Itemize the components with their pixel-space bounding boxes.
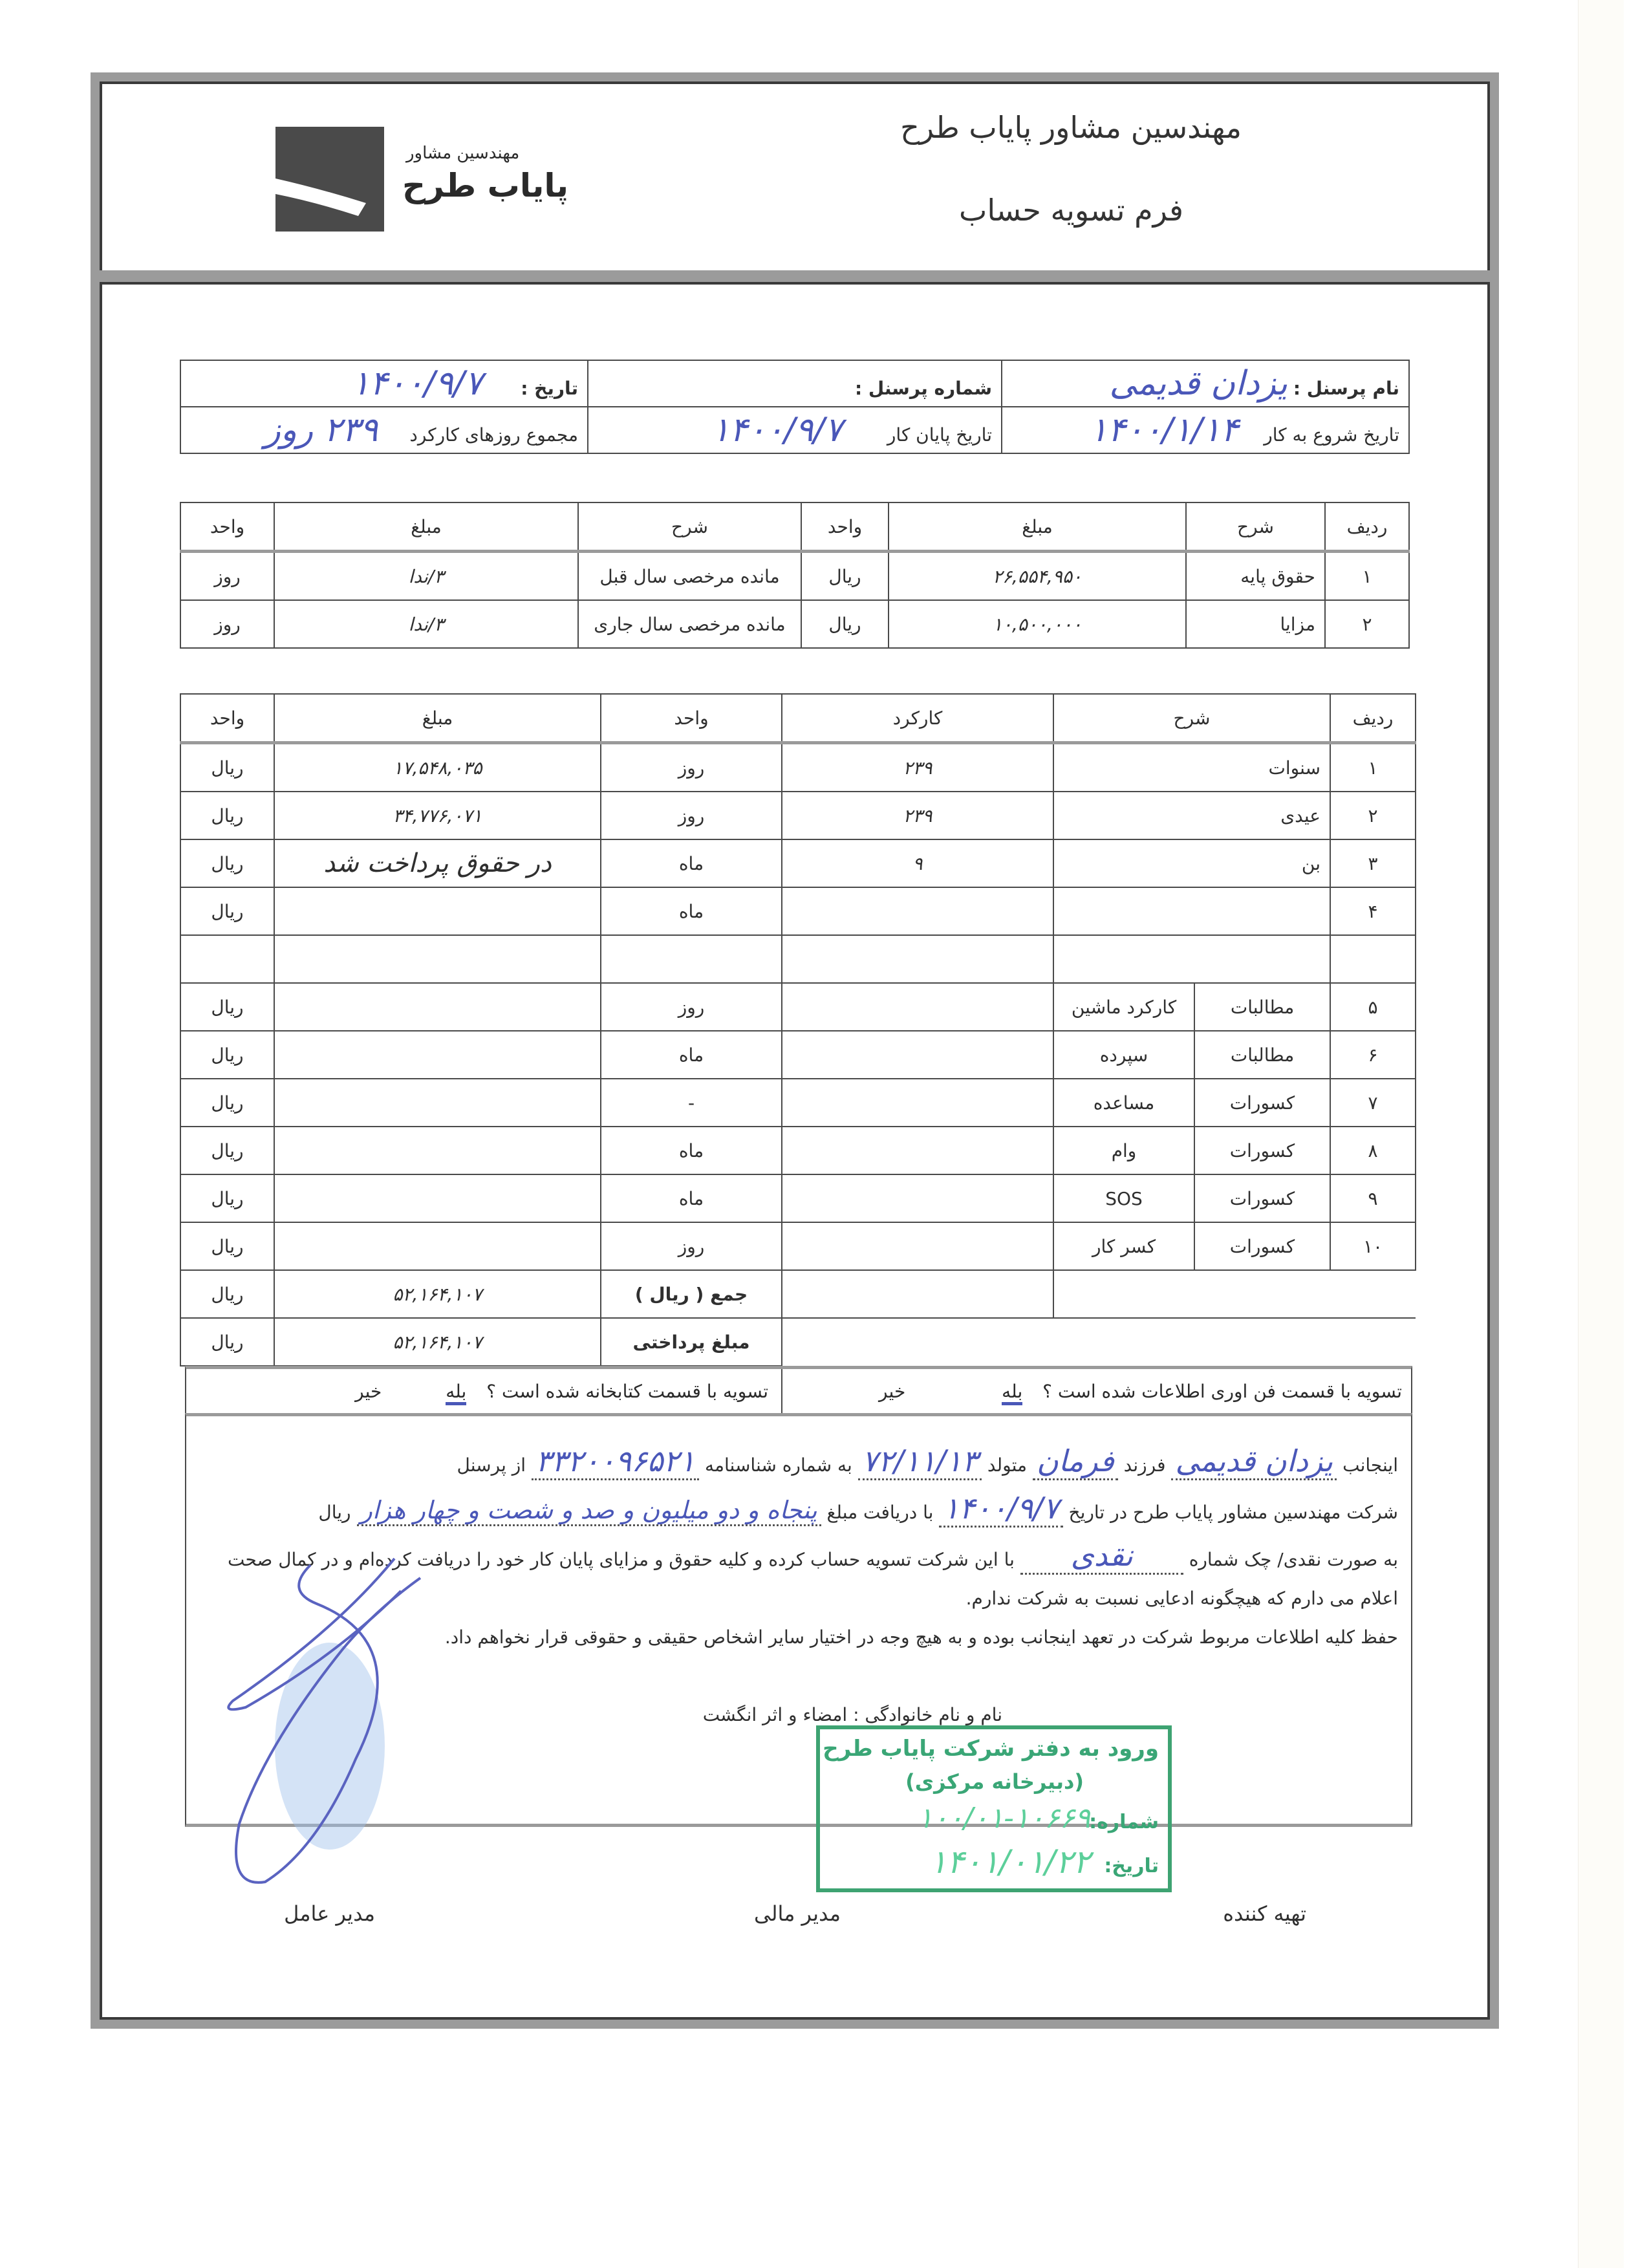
row-unit-2: ریال bbox=[180, 839, 274, 887]
end-date-cell bbox=[588, 407, 1002, 453]
table-header-row bbox=[180, 694, 1416, 743]
decl-text: از پرسنل bbox=[457, 1454, 526, 1476]
row-number: ۸ bbox=[1330, 1127, 1416, 1174]
row-amount[interactable] bbox=[274, 983, 601, 1031]
declaration-line-2 bbox=[318, 1491, 1398, 1528]
row-description: سپرده bbox=[1053, 1031, 1194, 1079]
row-description: SOS bbox=[1053, 1174, 1194, 1222]
col-header: شرح bbox=[1053, 694, 1330, 743]
decl-text: اینجانب bbox=[1342, 1454, 1398, 1476]
row-category: کسورات bbox=[1194, 1127, 1330, 1174]
row-description: کسر کار bbox=[1053, 1222, 1194, 1270]
declarant-name[interactable]: یزدان قدیمی bbox=[1175, 1443, 1333, 1478]
declaration-line-5: حفظ کلیه اطلاعات مربوط شرکت در تعهد اینجانب بوده و به هیچ وجه در اختیار سایر اشخاص حقیقی و حقوقی قرار نخواهم داد. bbox=[444, 1626, 1398, 1648]
paid-row bbox=[180, 1318, 1416, 1366]
col-header: واحد bbox=[180, 502, 274, 552]
total-unit: ریال bbox=[180, 1270, 274, 1318]
row-description: حقوق پایه bbox=[1186, 552, 1325, 601]
it-question: تسویه با قسمت فن اوری اطلاعات شده است ؟ bbox=[1042, 1381, 1402, 1402]
row-number: ۱ bbox=[1330, 743, 1416, 792]
row-description-2: مانده مرخصی سال قبل bbox=[578, 552, 801, 601]
col-header: مبلغ bbox=[889, 502, 1186, 552]
row-unit-2: ریال bbox=[180, 1031, 274, 1079]
row-unit bbox=[601, 935, 782, 983]
row-unit-2: ریال bbox=[180, 983, 274, 1031]
signature-label: نام و نام خانوادگی : امضاء و اثر انگشت bbox=[702, 1704, 1002, 1725]
row-unit: روز bbox=[601, 983, 782, 1031]
row-unit-2: ریال bbox=[180, 1222, 274, 1270]
row-unit: ریال bbox=[801, 552, 889, 601]
row-unit-2: ریال bbox=[180, 743, 274, 792]
row-description: بن bbox=[1053, 839, 1330, 887]
preparer-signature: تهیه کننده bbox=[1223, 1901, 1306, 1926]
stamp-number-value: ۱۰۰/۰۱-۱۰۶۶۹ bbox=[917, 1802, 1090, 1835]
date-cell bbox=[180, 360, 588, 407]
row-unit: روز bbox=[601, 1222, 782, 1270]
stamp-date-value: ۱۴۰۱/۰۱/۲۲ bbox=[929, 1843, 1090, 1881]
row-amount[interactable] bbox=[274, 1174, 601, 1222]
row-description: کارکرد ماشین bbox=[1053, 983, 1194, 1031]
paid-unit: ریال bbox=[180, 1318, 274, 1366]
id-number[interactable]: ۳۳۲۰۰۹۶۵۲۱ bbox=[535, 1443, 696, 1478]
decl-text: به صورت نقدی/ چک شماره bbox=[1189, 1549, 1398, 1570]
row-work[interactable] bbox=[782, 1079, 1053, 1127]
table-row bbox=[180, 1079, 1416, 1127]
table-row bbox=[180, 1127, 1416, 1174]
paid-label: مبلغ پرداختی bbox=[601, 1318, 782, 1366]
stamp-line-1: ورود به دفتر شرکت پایاب طرح bbox=[823, 1736, 1159, 1762]
total-days-cell bbox=[180, 407, 588, 453]
row-unit-2: ریال bbox=[180, 887, 274, 935]
date-label: تاریخ : bbox=[521, 378, 578, 399]
library-yes-option[interactable]: بله bbox=[446, 1381, 466, 1405]
personnel-number-cell bbox=[588, 360, 1002, 407]
row-unit: ماه bbox=[601, 839, 782, 887]
row-amount[interactable]: ۳۴,۷۷۶,۰۷۱ bbox=[274, 792, 601, 839]
col-header: مبلغ bbox=[274, 502, 578, 552]
table-row bbox=[180, 983, 1416, 1031]
clearance-row bbox=[185, 1366, 1412, 1415]
row-unit: ماه bbox=[601, 887, 782, 935]
library-no-option[interactable]: خیر bbox=[355, 1381, 382, 1402]
row-work[interactable] bbox=[782, 1174, 1053, 1222]
row-description-2: مانده مرخصی سال جاری bbox=[578, 600, 801, 648]
declaration-line-4: اعلام می دارم که هیچگونه ادعایی نسبت به شرکت ندارم. bbox=[965, 1588, 1398, 1609]
total-value[interactable]: ۵۲,۱۶۴,۱۰۷ bbox=[274, 1270, 601, 1318]
row-amount[interactable]: ۱۰,۵۰۰,۰۰۰ bbox=[889, 600, 1186, 648]
salary-benefits-table bbox=[180, 502, 1410, 649]
row-number: ۲ bbox=[1330, 792, 1416, 839]
finance-manager-signature: مدیر مالی bbox=[754, 1901, 841, 1926]
table-row bbox=[180, 1174, 1416, 1222]
personnel-number-label: شماره پرسنل : bbox=[854, 378, 992, 399]
decl-text: به شماره شناسنامه bbox=[704, 1454, 852, 1476]
stamp-line-2: (دبیرخانه مرکزی) bbox=[905, 1769, 1084, 1794]
row-number bbox=[1330, 935, 1416, 983]
library-question: تسویه با قسمت کتابخانه شده است ؟ bbox=[486, 1381, 768, 1402]
row-work[interactable] bbox=[782, 1222, 1053, 1270]
row-work[interactable]: ۲۳۹ bbox=[782, 743, 1053, 792]
table-row bbox=[180, 935, 1416, 983]
col-header: شرح bbox=[578, 502, 801, 552]
row-description: مزایا bbox=[1186, 600, 1325, 648]
payment-method[interactable]: نقدی bbox=[1070, 1538, 1133, 1573]
table-row bbox=[180, 839, 1416, 887]
row-work[interactable] bbox=[782, 1127, 1053, 1174]
row-category: مطالبات bbox=[1194, 1031, 1330, 1079]
table-row bbox=[180, 600, 1409, 648]
col-header: واحد bbox=[801, 502, 889, 552]
row-category: کسورات bbox=[1194, 1174, 1330, 1222]
col-header: شرح bbox=[1186, 502, 1325, 552]
form-title: فرم تسویه حساب bbox=[959, 193, 1183, 228]
row-amount-2[interactable]: ۳/ندا bbox=[274, 600, 578, 648]
row-amount[interactable] bbox=[274, 1079, 601, 1127]
total-days-label: مجموع روزهای کارکرد bbox=[409, 424, 578, 446]
page-edge bbox=[1578, 0, 1624, 2268]
row-number: ۵ bbox=[1330, 983, 1416, 1031]
row-number: ۲ bbox=[1325, 600, 1409, 648]
row-work[interactable] bbox=[782, 1031, 1053, 1079]
row-unit: ماه bbox=[601, 1127, 782, 1174]
row-unit: ماه bbox=[601, 1174, 782, 1222]
row-amount[interactable] bbox=[274, 1127, 601, 1174]
logo-text-large: پایاب طرح bbox=[402, 167, 568, 204]
row-unit: - bbox=[601, 1079, 782, 1127]
it-yes-option[interactable]: بله bbox=[1002, 1381, 1022, 1405]
col-header: کارکرد bbox=[782, 694, 1053, 743]
start-date-value[interactable]: ۱۴۰۰/۱/۱۴ bbox=[1089, 411, 1239, 449]
row-category: کسورات bbox=[1194, 1079, 1330, 1127]
start-date-cell bbox=[1002, 407, 1409, 453]
row-category: کسورات bbox=[1194, 1222, 1330, 1270]
stamp-date-label: تاریخ: bbox=[1104, 1855, 1159, 1877]
decl-text: با این شرکت تسویه حساب کرده و کلیه حقوق و مزایای پایان کار خود را دریافت کرده‌ام و در کمال صحت bbox=[227, 1549, 1015, 1570]
settlement-date[interactable]: ۱۴۰۰/۹/۷ bbox=[943, 1491, 1059, 1526]
clearance-divider bbox=[781, 1369, 782, 1414]
settlement-table bbox=[180, 693, 1416, 1366]
blank-cell bbox=[1053, 1270, 1416, 1318]
library-clearance bbox=[199, 1381, 768, 1402]
personnel-name-value[interactable]: یزدان قدیمی bbox=[1109, 364, 1288, 403]
table-row bbox=[180, 1031, 1416, 1079]
row-work[interactable] bbox=[782, 887, 1053, 935]
row-amount[interactable] bbox=[274, 1222, 601, 1270]
it-no-option[interactable]: خیر bbox=[879, 1381, 906, 1402]
stamp-number-label: شماره: bbox=[1089, 1811, 1159, 1833]
row-unit-2: روز bbox=[180, 600, 274, 648]
birth-date[interactable]: ۷۲/۱۱/۱۳ bbox=[861, 1443, 978, 1478]
blank-cell bbox=[782, 1270, 1053, 1318]
paid-value[interactable]: ۵۲,۱۶۴,۱۰۷ bbox=[274, 1318, 601, 1366]
settlement-rows bbox=[180, 743, 1416, 1271]
logo-text-small: مهندسین مشاور bbox=[406, 144, 520, 163]
row-number: ۷ bbox=[1330, 1079, 1416, 1127]
total-label: جمع ( ریال ) bbox=[601, 1270, 782, 1318]
row-unit: ریال bbox=[801, 600, 889, 648]
row-number: ۱۰ bbox=[1330, 1222, 1416, 1270]
row-category: مطالبات bbox=[1194, 983, 1330, 1031]
amount-in-words[interactable]: پنجاه و دو میلیون و صد و شصت و چهار هزار bbox=[360, 1496, 817, 1524]
row-unit-2: ریال bbox=[180, 1079, 274, 1127]
table-row bbox=[180, 743, 1416, 792]
ceo-signature: مدیر عامل bbox=[284, 1901, 375, 1926]
personnel-info-table bbox=[180, 360, 1410, 454]
table-header-row bbox=[180, 502, 1409, 552]
row-number: ۹ bbox=[1330, 1174, 1416, 1222]
row-work[interactable]: ۲۳۹ bbox=[782, 792, 1053, 839]
decl-text: با دریافت مبلغ bbox=[826, 1502, 934, 1523]
entry-stamp bbox=[816, 1725, 1172, 1892]
total-row bbox=[180, 1270, 1416, 1318]
row-unit: ماه bbox=[601, 1031, 782, 1079]
row-description: عیدی bbox=[1053, 792, 1330, 839]
row-number: ۳ bbox=[1330, 839, 1416, 887]
table-row bbox=[180, 792, 1416, 839]
row-description bbox=[1053, 887, 1330, 935]
row-unit: روز bbox=[601, 792, 782, 839]
row-number: ۴ bbox=[1330, 887, 1416, 935]
row-amount[interactable]: در حقوق پرداخت شد bbox=[274, 839, 601, 887]
header-divider bbox=[100, 270, 1490, 285]
row-number: ۶ bbox=[1330, 1031, 1416, 1079]
decl-text: شرکت مهندسین مشاور پایاب طرح در تاریخ bbox=[1068, 1502, 1398, 1523]
father-name[interactable]: فرمان bbox=[1036, 1443, 1114, 1478]
row-description bbox=[1053, 935, 1330, 983]
row-unit-2: ریال bbox=[180, 792, 274, 839]
company-title: مهندسین مشاور پایاب طرح bbox=[900, 110, 1242, 145]
row-description: سنوات bbox=[1053, 743, 1330, 792]
blank-cell bbox=[782, 1318, 1416, 1366]
row-unit-2: ریال bbox=[180, 1174, 274, 1222]
row-amount-2[interactable]: ۳/ندا bbox=[274, 552, 578, 601]
col-header: ردیف bbox=[1330, 694, 1416, 743]
personnel-name-cell bbox=[1002, 360, 1409, 407]
row-unit-2: روز bbox=[180, 552, 274, 601]
row-amount[interactable]: ۱۷,۵۴۸,۰۳۵ bbox=[274, 743, 601, 792]
col-header: واحد bbox=[601, 694, 782, 743]
row-description: مساعده bbox=[1053, 1079, 1194, 1127]
declaration-line-1 bbox=[457, 1443, 1398, 1480]
decl-text: متولد bbox=[987, 1454, 1028, 1476]
col-header: مبلغ bbox=[274, 694, 601, 743]
row-amount[interactable]: ۲۶,۵۵۴,۹۵۰ bbox=[889, 552, 1186, 601]
decl-text: فرزند bbox=[1123, 1454, 1166, 1476]
row-unit-2: ریال bbox=[180, 1127, 274, 1174]
table-row bbox=[180, 887, 1416, 935]
row-amount[interactable] bbox=[274, 887, 601, 935]
row-amount[interactable] bbox=[274, 935, 601, 983]
row-work[interactable]: ۹ bbox=[782, 839, 1053, 887]
logo-icon bbox=[275, 127, 384, 232]
end-date-label: تاریخ پایان کار bbox=[887, 424, 992, 446]
col-header: واحد bbox=[180, 694, 274, 743]
end-date-value[interactable]: ۱۴۰۰/۹/۷ bbox=[711, 411, 843, 449]
row-work[interactable] bbox=[782, 935, 1053, 983]
table-row bbox=[180, 1222, 1416, 1270]
decl-text: ریال bbox=[318, 1502, 351, 1523]
row-work[interactable] bbox=[782, 983, 1053, 1031]
total-days-value[interactable]: ۲۳۹ روز bbox=[264, 411, 378, 449]
col-header: ردیف bbox=[1325, 502, 1409, 552]
date-value[interactable]: ۱۴۰۰/۹/۷ bbox=[351, 364, 483, 403]
table-row bbox=[180, 552, 1409, 601]
row-unit: روز bbox=[601, 743, 782, 792]
start-date-label: تاریخ شروع به کار bbox=[1264, 424, 1399, 446]
row-description: وام bbox=[1053, 1127, 1194, 1174]
row-unit-2 bbox=[180, 935, 274, 983]
row-amount[interactable] bbox=[274, 1031, 601, 1079]
it-clearance bbox=[768, 1381, 1402, 1402]
personnel-name-label: نام پرسنل : bbox=[1293, 378, 1399, 399]
signature-fingerprint-icon bbox=[207, 1552, 479, 1914]
row-number: ۱ bbox=[1325, 552, 1409, 601]
